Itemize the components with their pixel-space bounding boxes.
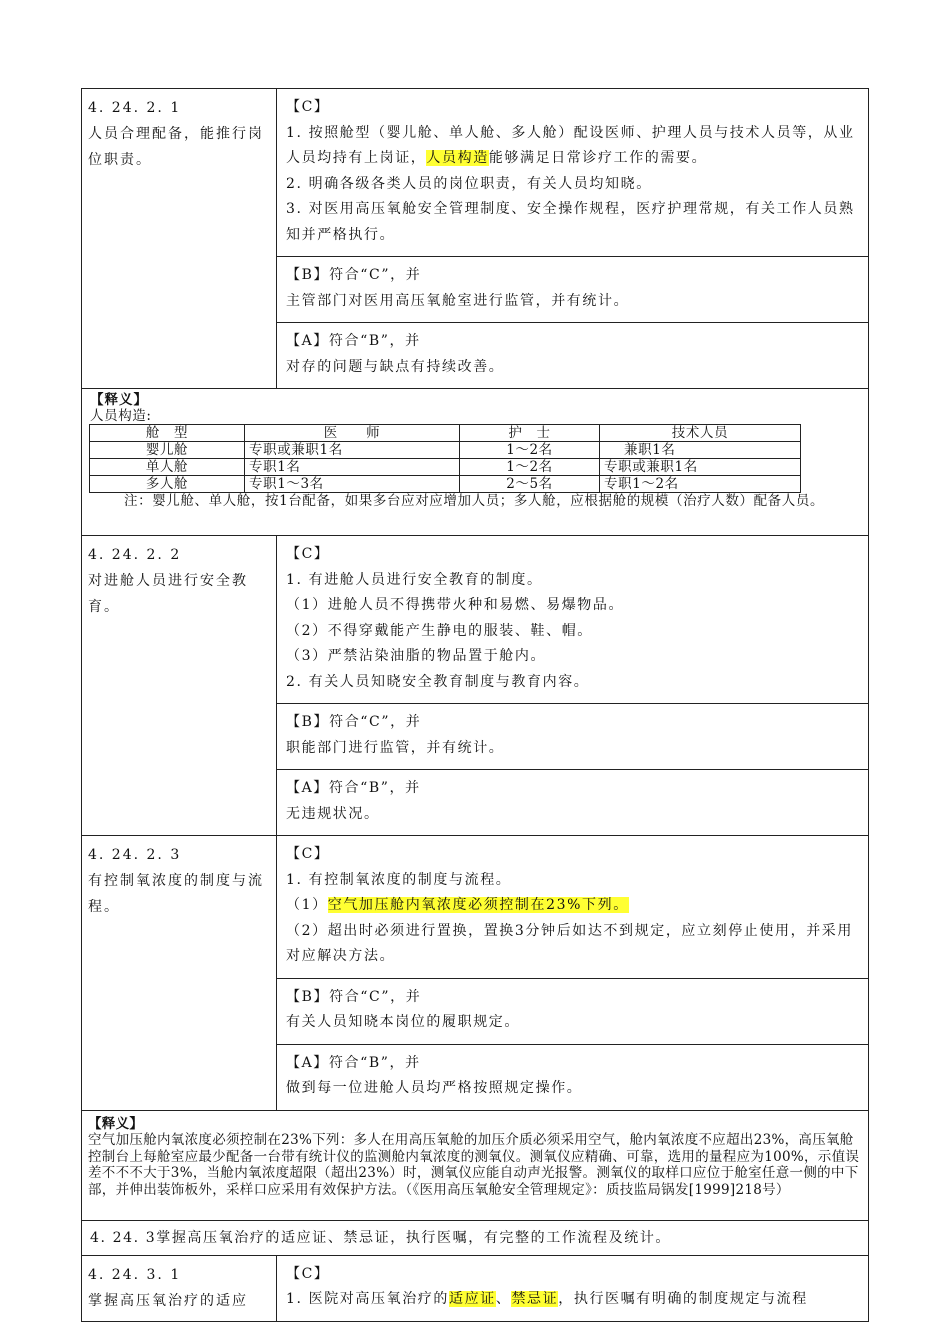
grade-a-heading: 【A】符合“B”，并 — [286, 1054, 421, 1071]
grade-b-text: 主管部门对医用高压氧舱室进行监管，并有统计。 — [286, 292, 630, 309]
highlight-indications: 适应证 — [449, 1291, 496, 1307]
grade-a-heading: 【A】符合“B”，并 — [286, 333, 421, 349]
highlight-contraindications: 禁忌证 — [511, 1291, 559, 1307]
grade-c-cell — [277, 536, 869, 704]
criterion-1-3: （3）严禁沾染油脂的物品置于舱内。 — [286, 648, 547, 664]
criterion-1: 1. 按照舱型（婴儿舱、单人舱、多人舱）配设医师、护理人员与技术人员等，从业人员均持有上岗证，人员构造能够满足日常诊疗工作的需要。 — [286, 124, 855, 166]
explanation-oxygen — [82, 1110, 869, 1220]
grade-c-cell — [277, 836, 869, 979]
grade-c-cell — [277, 89, 869, 257]
item-code: 4. 24. 3. 1 — [88, 1266, 182, 1283]
staffing-row — [90, 476, 801, 493]
grade-b-cell — [277, 704, 869, 770]
staffing-header-row — [90, 425, 801, 442]
item-title: 人员合理配备，能推行岗位职责。 — [88, 126, 264, 168]
item-title: 有控制氧浓度的制度与流程。 — [88, 873, 264, 915]
criterion-1-2: （2）超出时必须进行置换，置换3分钟后如达不到规定，应立刻停止使用，并采用对应解决方法。 — [286, 922, 854, 964]
highlight-oxygen-limit: 空气加压舱内氧浓度必须控制在23%下列。 — [327, 897, 629, 913]
staffing-row — [90, 459, 801, 476]
header-technician: 技术人员 — [600, 425, 801, 442]
section-heading: 4. 24. 3掌握高压氧治疗的适应证、禁忌证，执行医嘱，有完整的工作流程及统计。 — [90, 1229, 672, 1246]
header-cabin-type: 舱 型 — [90, 425, 245, 442]
grade-b-cell — [277, 978, 869, 1044]
grade-b-text: 职能部门进行监管，并有统计。 — [286, 739, 505, 756]
doctor-count: 专职1名 — [245, 459, 460, 476]
section-4-24-3 — [82, 1220, 869, 1255]
header-doctor: 医 师 — [245, 425, 460, 442]
criterion-1-2: （2）不得穿戴能产生静电的服装、鞋、帽。 — [286, 622, 593, 639]
nurse-count: 2～5名 — [460, 476, 600, 493]
criterion-1: 1. 有控制氧浓度的制度与流程。 — [286, 871, 512, 888]
doctor-count: 专职1～3名 — [245, 476, 460, 493]
cabin-type: 单人舱 — [90, 459, 245, 476]
item-title: 掌握高压氧治疗的适应 — [88, 1292, 248, 1309]
grade-b-cell — [277, 257, 869, 323]
nurse-count: 1～2名 — [460, 459, 600, 476]
staffing-table — [89, 424, 801, 493]
grade-a-text: 做到每一位进舱人员均严格按照规定操作。 — [286, 1080, 583, 1096]
grade-a-text: 对存的问题与缺点有持续改善。 — [286, 358, 505, 375]
explanation-title: 【释义】 — [90, 392, 148, 408]
technician-count: 专职或兼职1名 — [600, 459, 801, 476]
grade-a-cell — [277, 323, 869, 389]
grade-a-cell — [277, 770, 869, 836]
grade-a-heading: 【A】符合“B”，并 — [286, 780, 421, 796]
grade-c-heading: 【C】 — [286, 546, 330, 562]
standards-table — [81, 88, 869, 1322]
header-nurse: 护 士 — [460, 425, 600, 442]
item-title: 对进舱人员进行安全教育。 — [88, 573, 248, 615]
technician-count: 专职1～2名 — [600, 476, 801, 493]
nurse-count: 1～2名 — [460, 442, 600, 459]
grade-a-cell — [277, 1044, 869, 1110]
technician-count: 兼职1名 — [600, 442, 801, 459]
cabin-type: 多人舱 — [90, 476, 245, 493]
grade-c-heading: 【C】 — [286, 1265, 330, 1282]
grade-b-heading: 【B】符合“C”，并 — [286, 267, 422, 283]
item-4-24-2-2-left — [82, 536, 277, 836]
criterion-2: 2. 明确各级各类人员的岗位职责，有关人员均知晓。 — [286, 175, 652, 192]
explanation-text: 空气加压舱内氧浓度必须控制在23%下列：多人在用高压氧舱的加压介质必须采用空气，舱内氧浓度不应超出23%，高压氧舱控制台上每舱室应最少配备一台带有统计仪的监测舱内氧浓度的测氧仪。测氧仪应精确、可靠，选用的量程应为100%，示值误差不不不大于3%，当舱内氧浓度超限（超出23%）时，测氧仪应能自动声光报警。测氧仪的取样口应位于舱室任意一侧的中下部，并伸出装饰板外，采样口应采用有效保护方法。（《医用高压氧舱安全管理规定》：质技监局锅发[1999]218号） — [88, 1132, 860, 1198]
staffing-row — [90, 442, 801, 459]
item-code: 4. 24. 2. 2 — [88, 547, 182, 563]
grade-c-cell — [277, 1255, 869, 1321]
explanation-staffing — [82, 389, 869, 536]
item-4-24-2-1-left — [82, 89, 277, 389]
grade-c-heading: 【C】 — [286, 846, 330, 862]
grade-b-text: 有关人员知晓本岗位的履职规定。 — [286, 1014, 520, 1030]
item-4-24-3-1-left — [82, 1255, 277, 1321]
explanation-title: 【释义】 — [88, 1115, 144, 1132]
document-page — [81, 88, 868, 1322]
highlight-staffing: 人员构造 — [426, 150, 489, 166]
grade-a-text: 无违规状况。 — [286, 805, 380, 822]
item-code: 4. 24. 2. 3 — [88, 847, 182, 863]
explanation-intro: 人员构造: — [90, 408, 152, 424]
criterion-1: 1. 医院对高压氧治疗的适应证、禁忌证，执行医嘱有明确的制度规定与流程 — [286, 1291, 808, 1307]
cabin-type: 婴儿舱 — [90, 442, 245, 459]
criterion-1-1: （1）进舱人员不得携带火种和易燃、易爆物品。 — [286, 597, 625, 613]
grade-b-heading: 【B】符合“C”，并 — [286, 988, 422, 1005]
grade-b-heading: 【B】符合“C”，并 — [286, 714, 422, 730]
criterion-1-1: （1）空气加压舱内氧浓度必须控制在23%下列。 — [286, 897, 629, 913]
grade-c-heading: 【C】 — [286, 99, 330, 115]
staffing-note: 注：婴儿舱、单人舱，按1台配备，如果多台应对应增加人员；多人舱，应根据舱的规模（治疗人数）配备人员。 — [124, 493, 825, 509]
item-code: 4. 24. 2. 1 — [88, 100, 182, 116]
item-4-24-2-3-left — [82, 836, 277, 1111]
criterion-1: 1. 有进舱人员进行安全教育的制度。 — [286, 571, 543, 588]
criterion-2: 2. 有关人员知晓安全教育制度与教育内容。 — [286, 673, 590, 690]
doctor-count: 专职或兼职1名 — [245, 442, 460, 459]
criterion-3: 3. 对医用高压氧舱安全管理制度、安全操作规程，医疗护理常规，有关工作人员熟知并严格执行。 — [286, 201, 855, 243]
